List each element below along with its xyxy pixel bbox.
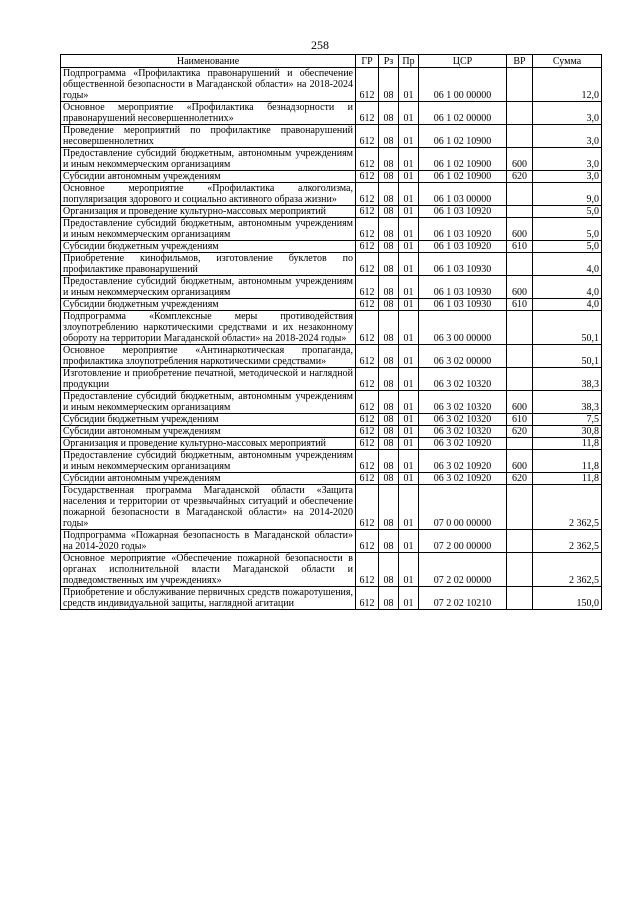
cell-rz: 08 — [379, 311, 399, 345]
cell-sum: 38,3 — [533, 391, 602, 414]
table-row — [61, 391, 602, 414]
cell-rz: 08 — [379, 473, 399, 485]
cell-csr: 06 1 03 10930 — [419, 253, 507, 276]
cell-csr: 06 1 03 10920 — [419, 218, 507, 241]
cell-gr: 612 — [356, 438, 379, 450]
table-header-row — [61, 55, 602, 68]
cell-pr: 01 — [399, 311, 419, 345]
cell-rz: 08 — [379, 368, 399, 391]
cell-gr: 612 — [356, 368, 379, 391]
cell-vr — [507, 345, 533, 368]
cell-csr: 06 3 02 10320 — [419, 391, 507, 414]
cell-gr: 612 — [356, 450, 379, 473]
cell-rz: 08 — [379, 299, 399, 311]
cell-rz: 08 — [379, 553, 399, 587]
cell-pr: 01 — [399, 553, 419, 587]
cell-rz: 08 — [379, 276, 399, 299]
cell-gr: 612 — [356, 311, 379, 345]
cell-sum: 11,8 — [533, 450, 602, 473]
cell-csr: 06 3 02 10320 — [419, 414, 507, 426]
table-row — [61, 253, 602, 276]
cell-sum: 3,0 — [533, 125, 602, 148]
cell-gr: 612 — [356, 473, 379, 485]
cell-name: Субсидии автономным учреждениям — [61, 171, 356, 183]
cell-gr: 612 — [356, 426, 379, 438]
cell-pr: 01 — [399, 587, 419, 610]
cell-csr: 06 1 03 10930 — [419, 299, 507, 311]
cell-pr: 01 — [399, 218, 419, 241]
cell-pr: 01 — [399, 391, 419, 414]
table-row — [61, 587, 602, 610]
cell-name: Приобретение кинофильмов, изготовление буклетов по профилактике правонарушений — [61, 253, 356, 276]
cell-sum: 2 362,5 — [533, 553, 602, 587]
cell-vr — [507, 125, 533, 148]
cell-name: Предоставление субсидий бюджетным, автономным учреждениям и иным некоммерческим организациям — [61, 148, 356, 171]
cell-name: Приобретение и обслуживание первичных средств пожаротушения, средств индивидуальной защиты, наглядной агитации — [61, 587, 356, 610]
cell-csr: 06 1 03 10920 — [419, 241, 507, 253]
cell-vr: 600 — [507, 148, 533, 171]
cell-vr: 620 — [507, 473, 533, 485]
table-row — [61, 426, 602, 438]
cell-rz: 08 — [379, 345, 399, 368]
cell-csr: 06 1 02 10900 — [419, 125, 507, 148]
cell-rz: 08 — [379, 414, 399, 426]
cell-vr: 600 — [507, 450, 533, 473]
cell-name: Основное мероприятие «Профилактика безнадзорности и правонарушений несовершеннолетних» — [61, 102, 356, 125]
cell-sum: 4,0 — [533, 276, 602, 299]
table-row — [61, 299, 602, 311]
cell-sum: 5,0 — [533, 206, 602, 218]
cell-pr: 01 — [399, 125, 419, 148]
cell-gr: 612 — [356, 148, 379, 171]
table-row — [61, 125, 602, 148]
cell-gr: 612 — [356, 241, 379, 253]
column-header-vr: ВР — [507, 55, 533, 68]
cell-name: Субсидии автономным учреждениям — [61, 426, 356, 438]
cell-csr: 06 1 00 00000 — [419, 68, 507, 102]
cell-name: Основное мероприятие «Профилактика алкоголизма, популяризация здорового и социально активного образа жизни» — [61, 183, 356, 206]
cell-vr — [507, 368, 533, 391]
cell-vr — [507, 553, 533, 587]
table-row — [61, 368, 602, 391]
table-row — [61, 171, 602, 183]
cell-pr: 01 — [399, 299, 419, 311]
cell-sum: 150,0 — [533, 587, 602, 610]
cell-rz: 08 — [379, 426, 399, 438]
cell-vr: 600 — [507, 218, 533, 241]
cell-csr: 06 3 02 00000 — [419, 345, 507, 368]
cell-name: Субсидии автономным учреждениям — [61, 473, 356, 485]
cell-rz: 08 — [379, 587, 399, 610]
cell-rz: 08 — [379, 68, 399, 102]
table-row — [61, 241, 602, 253]
cell-sum: 5,0 — [533, 218, 602, 241]
cell-vr: 610 — [507, 299, 533, 311]
cell-rz: 08 — [379, 485, 399, 530]
table-row — [61, 530, 602, 553]
cell-rz: 08 — [379, 530, 399, 553]
cell-name: Изготовление и приобретение печатной, методической и наглядной продукции — [61, 368, 356, 391]
cell-pr: 01 — [399, 426, 419, 438]
cell-sum: 50,1 — [533, 311, 602, 345]
cell-vr — [507, 311, 533, 345]
cell-sum: 38,3 — [533, 368, 602, 391]
cell-pr: 01 — [399, 485, 419, 530]
cell-csr: 07 2 02 00000 — [419, 553, 507, 587]
cell-rz: 08 — [379, 102, 399, 125]
cell-name: Проведение мероприятий по профилактике правонарушений несовершеннолетних — [61, 125, 356, 148]
table-row — [61, 450, 602, 473]
cell-name: Предоставление субсидий бюджетным, автономным учреждениям и иным некоммерческим организациям — [61, 218, 356, 241]
table-row — [61, 345, 602, 368]
column-header-pr: Пр — [399, 55, 419, 68]
cell-vr — [507, 183, 533, 206]
table-row — [61, 68, 602, 102]
cell-csr: 06 3 02 10320 — [419, 426, 507, 438]
cell-rz: 08 — [379, 438, 399, 450]
cell-vr — [507, 485, 533, 530]
cell-pr: 01 — [399, 206, 419, 218]
table-row — [61, 438, 602, 450]
cell-csr: 07 0 00 00000 — [419, 485, 507, 530]
table-row — [61, 148, 602, 171]
column-header-rz: Рз — [379, 55, 399, 68]
cell-name: Предоставление субсидий бюджетным, автономным учреждениям и иным некоммерческим организациям — [61, 450, 356, 473]
cell-name: Предоставление субсидий бюджетным, автономным учреждениям и иным некоммерческим организациям — [61, 276, 356, 299]
cell-gr: 612 — [356, 183, 379, 206]
cell-vr — [507, 102, 533, 125]
budget-table — [60, 54, 602, 610]
cell-sum: 4,0 — [533, 253, 602, 276]
cell-name: Основное мероприятие «Антинаркотическая пропаганда, профилактика злоупотребления наркотическими средствами» — [61, 345, 356, 368]
cell-sum: 3,0 — [533, 171, 602, 183]
cell-csr: 07 2 02 10210 — [419, 587, 507, 610]
table-row — [61, 276, 602, 299]
column-header-gr: ГР — [356, 55, 379, 68]
cell-gr: 612 — [356, 102, 379, 125]
table-row — [61, 102, 602, 125]
cell-vr: 620 — [507, 171, 533, 183]
cell-gr: 612 — [356, 68, 379, 102]
cell-gr: 612 — [356, 276, 379, 299]
cell-sum: 7,5 — [533, 414, 602, 426]
cell-gr: 612 — [356, 171, 379, 183]
cell-vr — [507, 530, 533, 553]
cell-csr: 06 1 02 10900 — [419, 148, 507, 171]
cell-gr: 612 — [356, 299, 379, 311]
cell-rz: 08 — [379, 125, 399, 148]
cell-vr: 600 — [507, 391, 533, 414]
cell-gr: 612 — [356, 206, 379, 218]
cell-rz: 08 — [379, 450, 399, 473]
cell-gr: 612 — [356, 218, 379, 241]
cell-name: Субсидии бюджетным учреждениям — [61, 414, 356, 426]
cell-gr: 612 — [356, 553, 379, 587]
table-row — [61, 485, 602, 530]
table-row — [61, 206, 602, 218]
cell-name: Подпрограмма «Комплексные меры противодействия злоупотреблению наркотическими средствами и их незаконному обороту на территории Магаданской области» на 2018-2024 годы» — [61, 311, 356, 345]
cell-sum: 11,8 — [533, 438, 602, 450]
cell-rz: 08 — [379, 183, 399, 206]
cell-gr: 612 — [356, 391, 379, 414]
cell-name: Подпрограмма «Профилактика правонарушений и обеспечение общественной безопасности в Магаданской области» на 2018-2024 годы» — [61, 68, 356, 102]
cell-rz: 08 — [379, 241, 399, 253]
cell-csr: 06 3 02 10920 — [419, 438, 507, 450]
cell-sum: 4,0 — [533, 299, 602, 311]
cell-pr: 01 — [399, 183, 419, 206]
cell-gr: 612 — [356, 587, 379, 610]
cell-csr: 06 3 02 10920 — [419, 473, 507, 485]
cell-rz: 08 — [379, 206, 399, 218]
table-row — [61, 414, 602, 426]
cell-pr: 01 — [399, 473, 419, 485]
table-row — [61, 311, 602, 345]
cell-gr: 612 — [356, 125, 379, 148]
cell-pr: 01 — [399, 438, 419, 450]
cell-csr: 06 1 02 00000 — [419, 102, 507, 125]
cell-pr: 01 — [399, 253, 419, 276]
cell-csr: 06 1 02 10900 — [419, 171, 507, 183]
cell-rz: 08 — [379, 148, 399, 171]
cell-name: Предоставление субсидий бюджетным, автономным учреждениям и иным некоммерческим организациям — [61, 391, 356, 414]
cell-sum: 11,8 — [533, 473, 602, 485]
cell-pr: 01 — [399, 530, 419, 553]
cell-name: Организация и проведение культурно-массовых мероприятий — [61, 206, 356, 218]
cell-sum: 5,0 — [533, 241, 602, 253]
cell-pr: 01 — [399, 345, 419, 368]
table-row — [61, 473, 602, 485]
cell-pr: 01 — [399, 276, 419, 299]
cell-csr: 06 1 03 00000 — [419, 183, 507, 206]
cell-csr: 06 1 03 10920 — [419, 206, 507, 218]
page-number: 258 — [311, 38, 329, 52]
cell-vr: 610 — [507, 414, 533, 426]
cell-pr: 01 — [399, 148, 419, 171]
cell-name: Субсидии бюджетным учреждениям — [61, 241, 356, 253]
table-row — [61, 553, 602, 587]
cell-gr: 612 — [356, 253, 379, 276]
cell-sum: 30,8 — [533, 426, 602, 438]
cell-csr: 06 3 02 10920 — [419, 450, 507, 473]
cell-vr: 610 — [507, 241, 533, 253]
column-header-name: Наименование — [61, 55, 356, 68]
cell-sum: 9,0 — [533, 183, 602, 206]
cell-vr — [507, 438, 533, 450]
cell-gr: 612 — [356, 485, 379, 530]
cell-csr: 06 3 00 00000 — [419, 311, 507, 345]
cell-pr: 01 — [399, 102, 419, 125]
table-row — [61, 183, 602, 206]
cell-sum: 2 362,5 — [533, 485, 602, 530]
cell-pr: 01 — [399, 368, 419, 391]
table-row — [61, 218, 602, 241]
cell-name: Основное мероприятие «Обеспечение пожарной безопасности в органах исполнительной власти Магаданской области и подведомственных им учреждениях» — [61, 553, 356, 587]
table-body — [61, 68, 602, 610]
cell-name: Государственная программа Магаданской области «Защита населения и территории от чрезвычайных ситуаций и обеспечение пожарной безопасности в Магаданской области» на 2014-2020 годы» — [61, 485, 356, 530]
cell-name: Организация и проведение культурно-массовых мероприятий — [61, 438, 356, 450]
cell-pr: 01 — [399, 414, 419, 426]
cell-csr: 06 1 03 10930 — [419, 276, 507, 299]
cell-name: Подпрограмма «Пожарная безопасность в Магаданской области» на 2014-2020 годы» — [61, 530, 356, 553]
cell-sum: 2 362,5 — [533, 530, 602, 553]
cell-vr — [507, 68, 533, 102]
cell-rz: 08 — [379, 391, 399, 414]
cell-csr: 06 3 02 10320 — [419, 368, 507, 391]
cell-pr: 01 — [399, 241, 419, 253]
cell-rz: 08 — [379, 218, 399, 241]
cell-vr — [507, 253, 533, 276]
cell-sum: 3,0 — [533, 148, 602, 171]
cell-vr: 600 — [507, 276, 533, 299]
cell-sum: 3,0 — [533, 102, 602, 125]
cell-gr: 612 — [356, 414, 379, 426]
cell-pr: 01 — [399, 68, 419, 102]
column-header-sum: Сумма — [533, 55, 602, 68]
cell-name: Субсидии бюджетным учреждениям — [61, 299, 356, 311]
cell-pr: 01 — [399, 450, 419, 473]
cell-sum: 12,0 — [533, 68, 602, 102]
cell-gr: 612 — [356, 345, 379, 368]
cell-sum: 50,1 — [533, 345, 602, 368]
cell-rz: 08 — [379, 253, 399, 276]
cell-vr: 620 — [507, 426, 533, 438]
column-header-csr: ЦСР — [419, 55, 507, 68]
cell-csr: 07 2 00 00000 — [419, 530, 507, 553]
cell-gr: 612 — [356, 530, 379, 553]
cell-vr — [507, 206, 533, 218]
cell-rz: 08 — [379, 171, 399, 183]
cell-pr: 01 — [399, 171, 419, 183]
cell-vr — [507, 587, 533, 610]
